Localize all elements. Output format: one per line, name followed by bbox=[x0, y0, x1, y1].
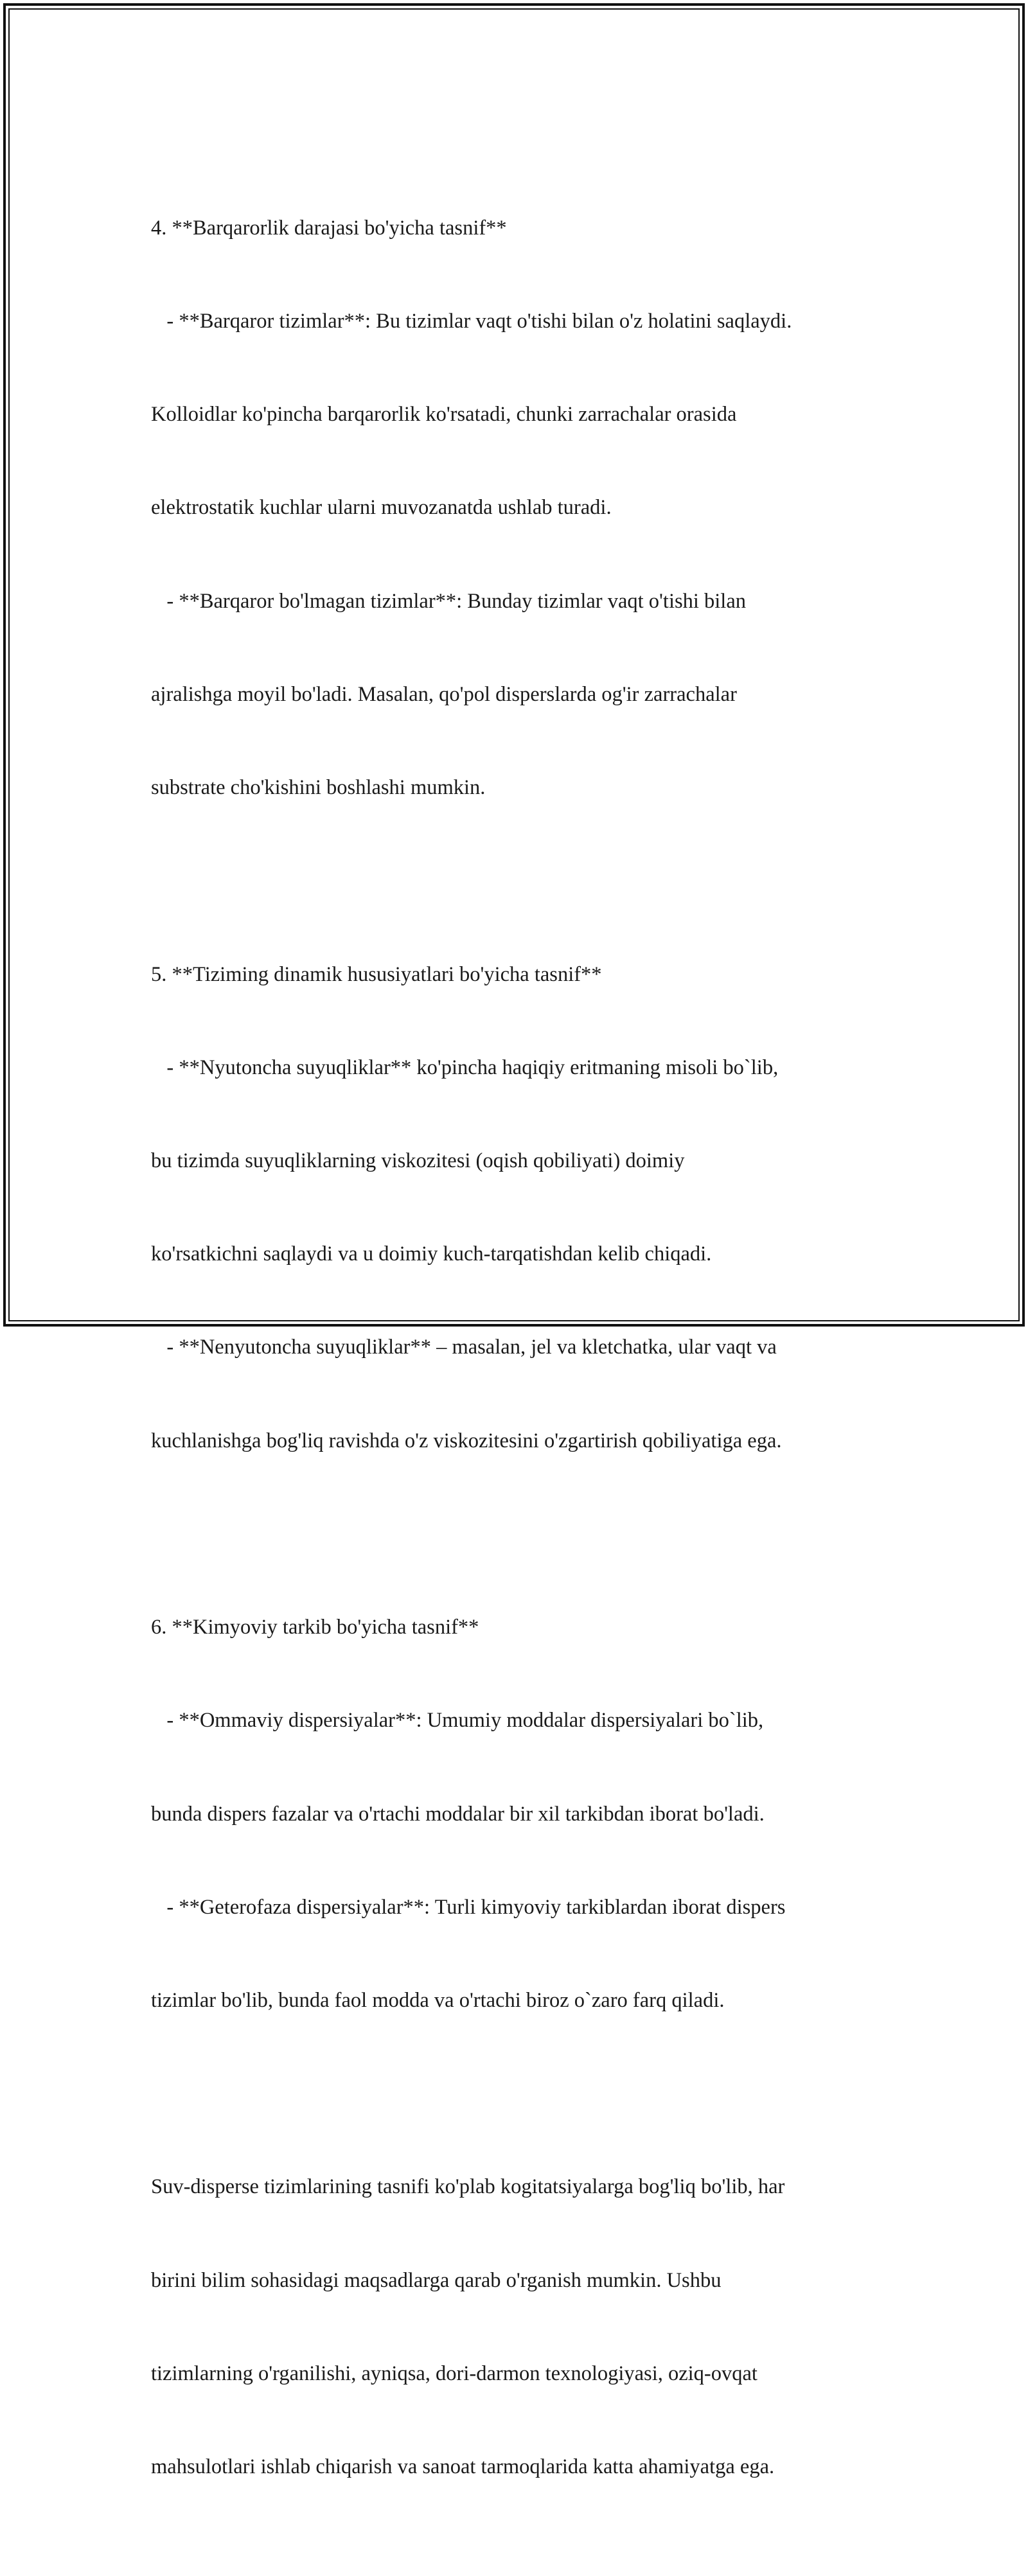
section-heading: 6. **Kimyoviy tarkib bo'yicha tasnif** bbox=[151, 1616, 479, 1639]
document-body bbox=[151, 150, 890, 2576]
text-line: - **Geterofaza dispersiyalar**: Turli kimyoviy tarkiblardan iborat dispers bbox=[151, 1895, 786, 1919]
section-chemical-composition-classification bbox=[151, 1549, 890, 2078]
text-line: - **Barqaror tizimlar**: Bu tizimlar vaqt o'tishi bilan o'z holatini saqlaydi. bbox=[151, 310, 792, 333]
text-line: ko'rsatkichni saqlaydi va u doimiy kuch-tarqatishdan kelib chiqadi. bbox=[151, 1242, 712, 1266]
text-line: bunda dispers fazalar va o'rtachi moddalar bir xil tarkibdan iborat bo'ladi. bbox=[151, 1802, 765, 1826]
section-dynamic-properties-classification bbox=[151, 897, 890, 1519]
section-stability-classification bbox=[151, 150, 890, 865]
text-line: substrate cho'kishini boshlashi mumkin. bbox=[151, 776, 486, 800]
text-line: bu tizimda suyuqliklarning viskozitesi (oqish qobiliyati) doimiy bbox=[151, 1149, 685, 1172]
conclusion-paragraph bbox=[151, 2110, 890, 2545]
text-line: - **Nyutoncha suyuqliklar** ko'pincha haqiqiy eritmaning misoli bo`lib, bbox=[151, 1055, 779, 1079]
text-line: ajralishga moyil bo'ladi. Masalan, qo'pol disperslarda og'ir zarrachalar bbox=[151, 682, 737, 706]
text-line: birini bilim sohasidagi maqsadlarga qarab o'rganish mumkin. Ushbu bbox=[151, 2268, 722, 2292]
text-line: Suv-disperse tizimlarining tasnifi ko'plab kogitatsiyalarga bog'liq bo'lib, har bbox=[151, 2175, 785, 2199]
text-line: Kolloidlar ko'pincha barqarorlik ko'rsatadi, chunki zarrachalar orasida bbox=[151, 403, 737, 427]
section-heading: 5. **Tiziming dinamik hususiyatlari bo'yicha tasnif** bbox=[151, 962, 602, 986]
text-line: - **Barqaror bo'lmagan tizimlar**: Bunday tizimlar vaqt o'tishi bilan bbox=[151, 589, 747, 613]
text-line: - **Nenyutoncha suyuqliklar** – masalan, jel va kletchatka, ular vaqt va bbox=[151, 1336, 777, 1359]
text-line: kuchlanishga bog'liq ravishda o'z viskozitesini o'zgartirish qobiliyatiga ega. bbox=[151, 1429, 782, 1452]
text-line: tizimlarning o'rganilishi, ayniqsa, dori-darmon texnologiyasi, oziq-ovqat bbox=[151, 2361, 758, 2385]
text-line: - **Ommaviy dispersiyalar**: Umumiy moddalar dispersiyalari bo`lib, bbox=[151, 1709, 764, 1733]
text-line: mahsulotlari ishlab chiqarish va sanoat tarmoqlarida katta ahamiyatga ega. bbox=[151, 2455, 775, 2479]
section-heading: 4. **Barqarorlik darajasi bo'yicha tasnif** bbox=[151, 216, 507, 240]
text-line: tizimlar bo'lib, bunda faol modda va o'rtachi biroz o`zaro farq qiladi. bbox=[151, 1988, 725, 2012]
text-line: elektrostatik kuchlar ularni muvozanatda ushlab turadi. bbox=[151, 496, 612, 520]
